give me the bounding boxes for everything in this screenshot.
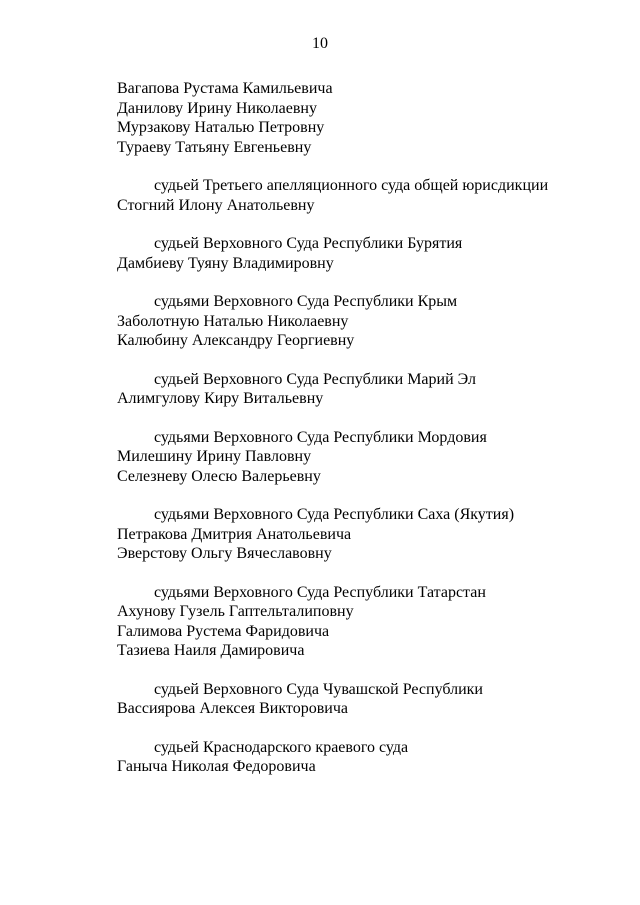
- person-name: Петракова Дмитрия Анатольевича: [117, 525, 352, 543]
- document-body: [117, 79, 597, 777]
- person-name: Ахунову Гузель Гаптельталиповну: [117, 603, 354, 620]
- appointment-section: [117, 505, 597, 564]
- court-heading: судьями Верховного Суда Республики Мордовия: [154, 428, 487, 446]
- person-name: Мурзакову Наталью Петровну: [117, 119, 325, 136]
- section-spacer: [117, 157, 597, 176]
- section-spacer: [117, 564, 597, 583]
- court-heading: судьей Краснодарского краевого суда: [154, 738, 409, 756]
- person-name: Заболотную Наталью Николаевну: [117, 312, 349, 330]
- person-name: Алимгулову Киру Витальевну: [117, 390, 324, 407]
- person-name: Милешину Ирину Павловну: [117, 448, 312, 465]
- court-heading: судьей Верховного Суда Республики Бурятия: [154, 235, 463, 252]
- section-spacer: [117, 351, 597, 370]
- appointment-section: [117, 583, 597, 661]
- page-number: 10: [312, 35, 328, 52]
- court-heading: судьей Верховного Суда Чувашской Республики: [154, 680, 483, 698]
- person-name: Стогний Илону Анатольевну: [117, 196, 315, 214]
- appointment-section: [117, 176, 597, 215]
- person-name: Данилову Ирину Николаевну: [117, 99, 317, 117]
- section-spacer: [117, 486, 597, 505]
- person-name: Эверстову Ольгу Вячеславовну: [117, 545, 332, 562]
- appointment-section: [117, 370, 597, 409]
- appointment-section: [117, 738, 597, 777]
- person-name: Вагапова Рустама Камильевича: [117, 80, 333, 97]
- person-name: Вассиярова Алексея Викторовича: [117, 700, 348, 717]
- person-name: Ганыча Николая Федоровича: [117, 758, 316, 775]
- appointment-section: [117, 234, 597, 273]
- intro-names-block: [117, 79, 597, 157]
- appointment-section: [117, 428, 597, 487]
- section-spacer: [117, 719, 597, 738]
- appointment-section: [117, 292, 597, 351]
- person-name: Селезневу Олесю Валерьевну: [117, 467, 321, 485]
- person-name: Дамбиеву Туяну Владимировну: [117, 254, 334, 272]
- section-spacer: [117, 661, 597, 680]
- person-name: Тазиева Наиля Дамировича: [117, 642, 305, 659]
- section-spacer: [117, 215, 597, 234]
- court-heading: судьей Третьего апелляционного суда общей юрисдикции: [154, 177, 549, 194]
- court-heading: судьей Верховного Суда Республики Марий Эл: [154, 370, 476, 388]
- appointment-section: [117, 680, 597, 719]
- court-heading: судьями Верховного Суда Республики Саха (Якутия): [154, 506, 515, 523]
- court-heading: судьями Верховного Суда Республики Татарстан: [154, 583, 486, 601]
- court-heading: судьями Верховного Суда Республики Крым: [154, 293, 458, 310]
- section-spacer: [117, 273, 597, 292]
- section-spacer: [117, 409, 597, 428]
- person-name: Тураеву Татьяну Евгеньевну: [117, 138, 312, 156]
- person-name: Галимова Рустема Фаридовича: [117, 622, 330, 640]
- person-name: Калюбину Александру Георгиевну: [117, 332, 355, 349]
